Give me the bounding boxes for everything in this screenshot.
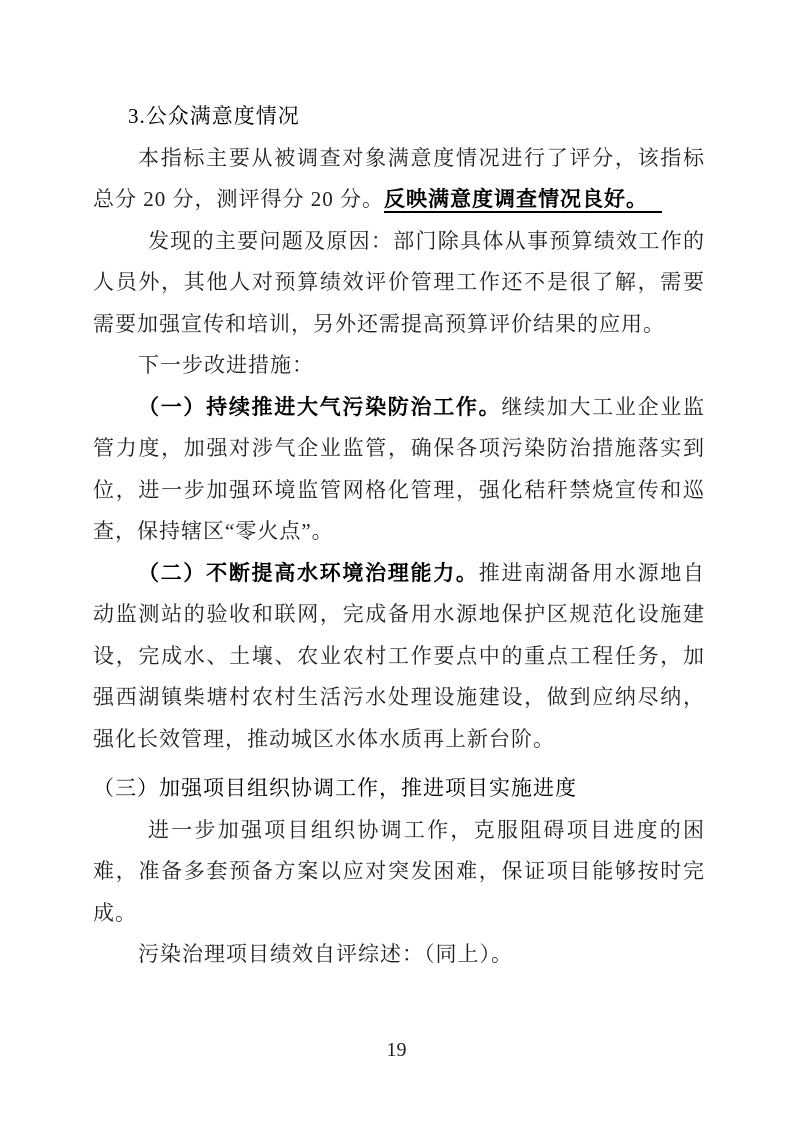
paragraph-self-evaluation-summary: 污染治理项目绩效自评综述：（同上）。 [138,942,513,966]
paragraph-next-steps-label: 下一步改进措施： [138,353,314,377]
measure-2-lead: （二）不断提高水环境治理能力。 [138,560,479,585]
indicator-score-emphasis: 反映满意度调查情况良好。 [384,187,662,213]
paragraph-indicator-score [93,138,705,221]
document-content [93,96,705,976]
paragraph-coordination-detail: 进一步加强项目组织协调工作，克服阻碍项目进度的困难，准备多套预备方案以应对突发困难，保证项目能够按时完成。 [93,817,705,925]
measure-1-lead: （一）持续推进大气污染防治工作。 [138,394,502,419]
paragraph-measure-2 [93,553,705,761]
paragraph-problems-and-causes: 发现的主要问题及原因：部门除具体从事预算绩效工作的人员外，其他人对预算绩效评价管理工作还不是很了解，需要需要加强宣传和培训，另外还需提高预算评价结果的应用。 [93,228,705,336]
heading-project-coordination: （三）加强项目组织协调工作，推进项目实施进度 [93,776,577,800]
page-number: 19 [386,1039,407,1061]
indicator-score-text: 本指标主要从被调查对象满意度情况进行了评分，该指标总分 20 分，测评得分 20 分。 [93,145,705,211]
heading-public-satisfaction: 3.公众满意度情况 [128,104,300,128]
measure-1-body: 继续加大工业企业监管力度，加强对涉气企业监管，确保各项污染防治措施落实到位，进一步加强环境监管网格化管理，强化秸秆禁烧宣传和巡查，保持辖区“零火点”。 [93,394,706,543]
paragraph-measure-1 [93,387,705,553]
measure-2-body: 推进南湖备用水源地自动监测站的验收和联网，完成备用水源地保护区规范化设施建设，完成水、土壤、农业农村工作要点中的重点工程任务，加强西湖镇柴塘村农村生活污水处理设施建设，做到应纳尽纳，强化长效管理，推动城区水体水质再上新台阶。 [93,560,705,751]
